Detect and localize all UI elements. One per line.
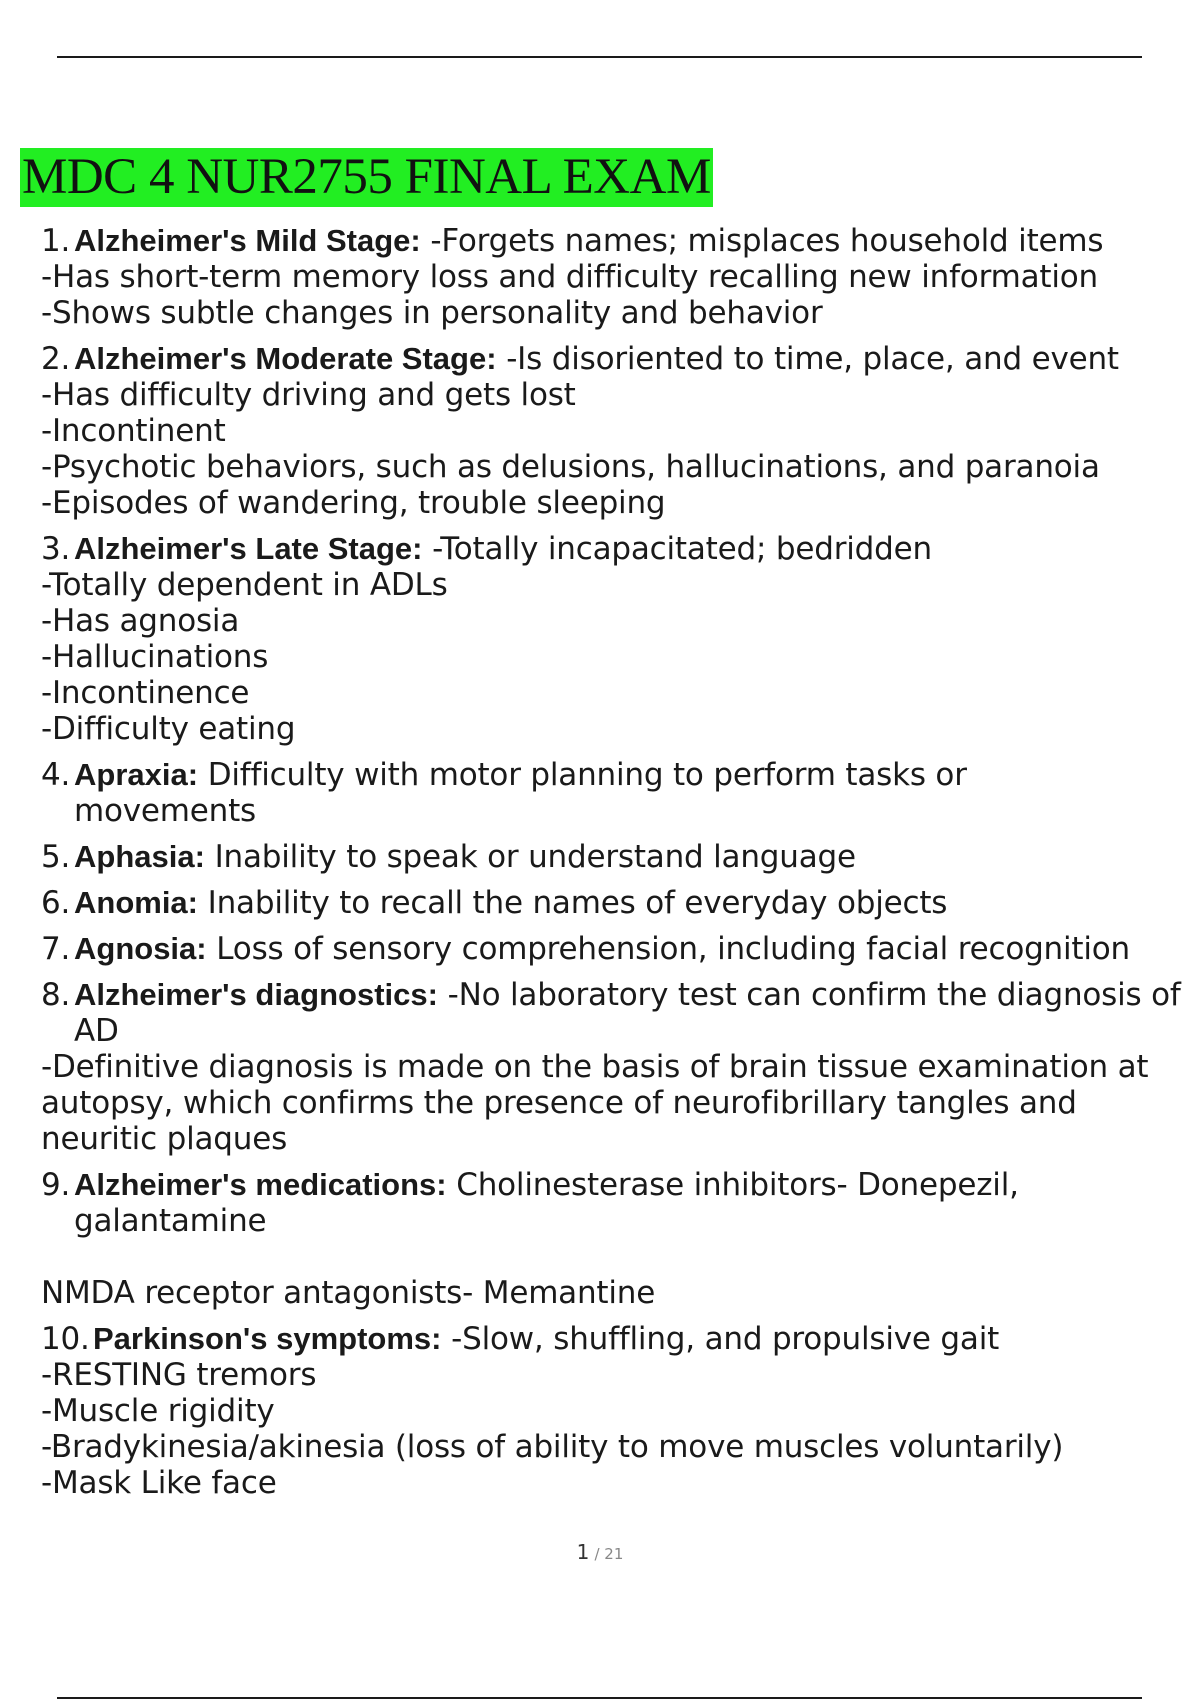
item-line: -Totally dependent in ADLs bbox=[41, 567, 448, 603]
item-number: 9. bbox=[41, 1167, 71, 1203]
page-indicator bbox=[0, 1540, 1200, 1564]
item-term: Agnosia: bbox=[74, 931, 207, 966]
list-item bbox=[41, 531, 1191, 747]
item-text: Inability to recall the names of everyday objects bbox=[198, 885, 948, 921]
bottom-rule bbox=[57, 1697, 1142, 1699]
item-text: -No laboratory test can confirm the diagnosis of AD bbox=[74, 977, 1181, 1049]
item-line: -Incontinent bbox=[41, 413, 226, 449]
list-item bbox=[41, 757, 1191, 829]
item-number: 10. bbox=[41, 1321, 90, 1357]
item-line: -Bradykinesia/akinesia (loss of ability to move muscles voluntarily) bbox=[41, 1429, 1064, 1465]
item-term: Apraxia: bbox=[74, 757, 199, 792]
item-number: 2. bbox=[41, 341, 71, 377]
list-item bbox=[41, 1167, 1191, 1311]
item-line: -Psychotic behaviors, such as delusions, hallucinations, and paranoia bbox=[41, 449, 1100, 485]
list-item bbox=[41, 341, 1191, 521]
page-total: / 21 bbox=[594, 1545, 624, 1563]
top-rule bbox=[57, 56, 1142, 58]
item-line: -Mask Like face bbox=[41, 1465, 277, 1501]
item-number: 7. bbox=[41, 931, 71, 967]
item-text: Difficulty with motor planning to perform tasks or movements bbox=[74, 757, 967, 829]
page-title: MDC 4 NUR2755 FINAL EXAM bbox=[22, 149, 711, 205]
item-line: -Muscle rigidity bbox=[41, 1393, 275, 1429]
item-term: Alzheimer's Moderate Stage: bbox=[74, 341, 497, 376]
item-line: -Difficulty eating bbox=[41, 711, 296, 747]
item-text: Inability to speak or understand language bbox=[204, 839, 856, 875]
list-item bbox=[41, 885, 1191, 921]
item-line: -Episodes of wandering, trouble sleeping bbox=[41, 485, 666, 521]
item-text: Loss of sensory comprehension, including facial recognition bbox=[206, 931, 1130, 967]
page-current: 1 bbox=[576, 1540, 590, 1564]
item-number: 6. bbox=[41, 885, 71, 921]
item-number: 4. bbox=[41, 757, 71, 793]
item-text: -Totally incapacitated; bedridden bbox=[422, 531, 932, 567]
item-line: -Shows subtle changes in personality and behavior bbox=[41, 295, 823, 331]
item-term: Alzheimer's diagnostics: bbox=[74, 977, 438, 1012]
item-text: -Is disoriented to time, place, and event bbox=[496, 341, 1119, 377]
list-item bbox=[41, 977, 1191, 1157]
item-line: -Has short-term memory loss and difficulty recalling new information bbox=[41, 259, 1098, 295]
list-item bbox=[41, 931, 1191, 967]
item-term: Alzheimer's Mild Stage: bbox=[74, 223, 421, 258]
question-list bbox=[41, 223, 1191, 1501]
list-item bbox=[41, 223, 1191, 331]
item-term: Parkinson's symptoms: bbox=[93, 1321, 442, 1356]
item-text: -Forgets names; misplaces household items bbox=[420, 223, 1104, 259]
item-term: Aphasia: bbox=[74, 839, 205, 874]
item-line: -Hallucinations bbox=[41, 639, 269, 675]
item-number: 8. bbox=[41, 977, 71, 1013]
item-paragraph: -Definitive diagnosis is made on the basis of brain tissue examination at autopsy, which confirms the presence of neurofibrillary tangles and neuritic plaques bbox=[41, 1049, 1149, 1157]
item-number: 5. bbox=[41, 839, 71, 875]
item-text: Cholinesterase inhibitors- Donepezil, galantamine bbox=[74, 1167, 1019, 1239]
item-line: -Has difficulty driving and gets lost bbox=[41, 377, 576, 413]
list-item bbox=[41, 839, 1191, 875]
item-line: -Incontinence bbox=[41, 675, 250, 711]
item-term: Alzheimer's medications: bbox=[74, 1167, 447, 1202]
item-line: NMDA receptor antagonists- Memantine bbox=[41, 1275, 656, 1311]
blank-line bbox=[41, 1239, 1191, 1275]
item-number: 3. bbox=[41, 531, 71, 567]
item-text: -Slow, shuffling, and propulsive gait bbox=[441, 1321, 1000, 1357]
item-line: -RESTING tremors bbox=[41, 1357, 317, 1393]
item-number: 1. bbox=[41, 223, 71, 259]
list-item bbox=[41, 1321, 1191, 1501]
item-term: Anomia: bbox=[74, 885, 198, 920]
item-term: Alzheimer's Late Stage: bbox=[74, 531, 423, 566]
item-line: -Has agnosia bbox=[41, 603, 240, 639]
